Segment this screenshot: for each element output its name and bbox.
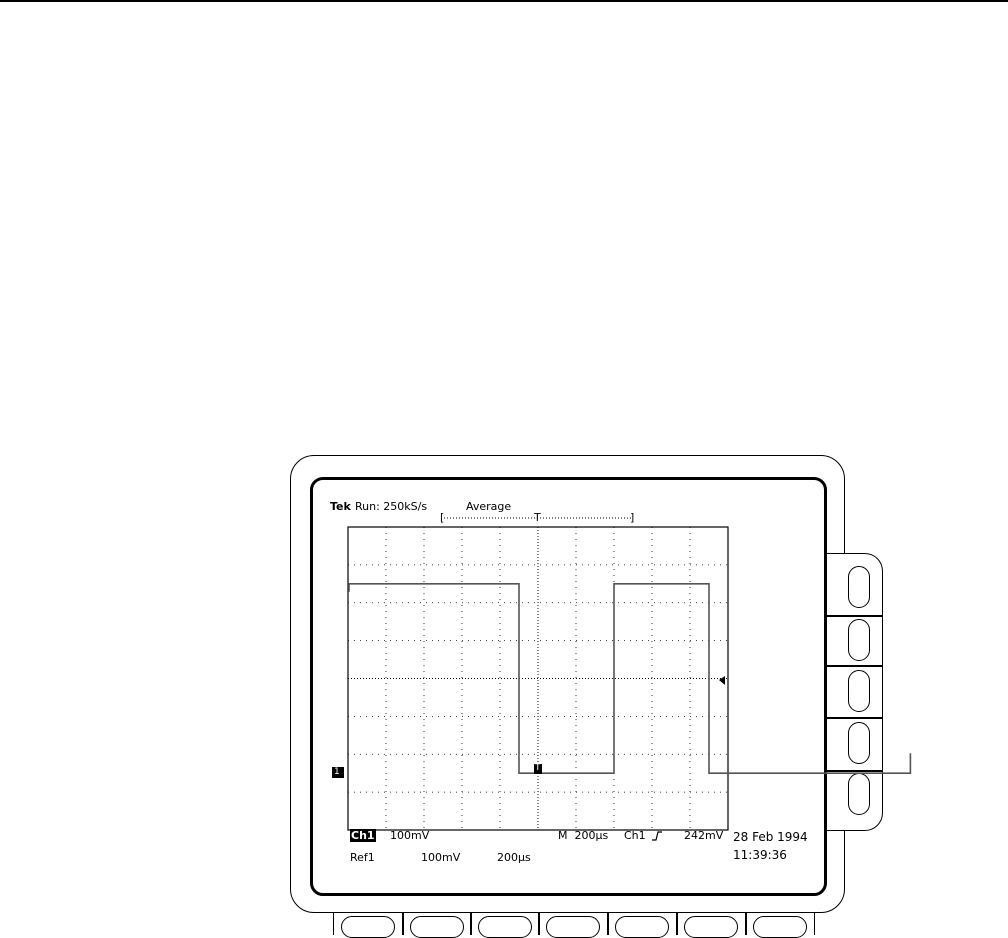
graticule-grid [348,527,728,830]
date-readout: 28 Feb 1994 [733,830,808,844]
ref1-label: Ref1 [350,851,375,864]
ch1-scale: 100mV [390,829,430,842]
ref1-scale: 100mV [421,851,461,864]
trigger-level-arrow-icon [719,676,725,685]
ref1-timebase: 200µs [497,851,531,864]
record-bracket-right: ] [630,511,635,524]
marker-layer [332,518,725,778]
ch1-label: Ch1 [351,829,375,842]
time-readout: 11:39:36 [733,848,787,862]
record-bracket-left: [ [440,511,445,524]
ch1-ground-marker: 1 [334,767,340,777]
acquisition-mode: Average [466,500,512,513]
trigger-level: 242mV [684,829,724,842]
brand-label: Tek [330,500,351,513]
ch1-trace-layer [349,584,910,773]
trigger-position-marker: T [534,511,541,524]
rising-edge-icon [651,830,663,842]
trigger-source: Ch1 [624,829,646,842]
run-status: Run: 250kS/s [355,500,428,513]
trigger-point-marker: T [535,763,541,773]
ch1-square-wave-trace [349,584,910,773]
timebase-readout: M 200µs [558,829,609,842]
